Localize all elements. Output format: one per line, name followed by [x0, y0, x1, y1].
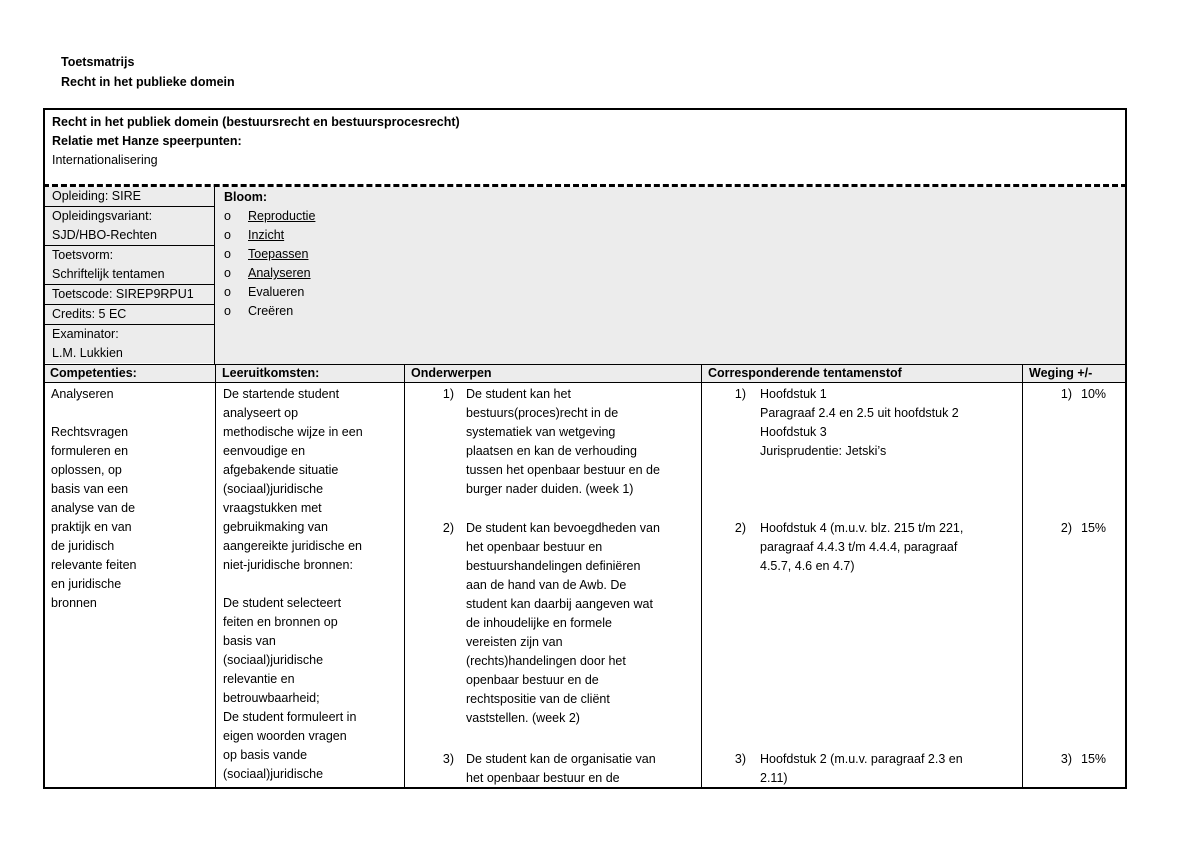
text-line [51, 404, 136, 423]
weging-number: 1) [1060, 387, 1072, 401]
course-info-box [43, 108, 1127, 186]
text-line: basis van [223, 634, 276, 648]
text-line: (sociaal)juridische [223, 767, 324, 781]
text-line [223, 575, 363, 594]
text-line: eenvoudige en [223, 444, 306, 458]
weging-value: 10% [1081, 387, 1107, 401]
text-line: aan de hand van de Awb. De [466, 578, 627, 592]
meta-credits: Credits: 5 EC [45, 305, 214, 325]
text-line: openbaar bestuur en de [466, 673, 599, 687]
stof-number: 3) [734, 752, 746, 766]
header-tentamenstof: Corresponderende tentamenstof [701, 364, 1022, 383]
weging-number: 3) [1060, 752, 1072, 766]
meta-column [43, 187, 215, 364]
text-line: relevante feiten [51, 558, 137, 572]
bloom-item: o Reproductie [224, 209, 316, 223]
text-line: Hoofdstuk 4 (m.u.v. blz. 215 t/m 221, [760, 521, 964, 535]
text-line: basis van een [51, 482, 129, 496]
text-line: eigen woorden vragen [223, 729, 347, 743]
text-line: 4.5.7, 4.6 en 4.7) [760, 559, 855, 573]
text-line: op basis vande [223, 748, 308, 762]
onderwerp-number: 3) [442, 752, 454, 766]
text-line: De student kan bevoegdheden van [466, 521, 660, 535]
text-line: bestuurshandelingen definiëren [466, 559, 641, 573]
text-line: methodische wijze in een [223, 425, 363, 439]
text-line: feiten en bronnen op [223, 615, 338, 629]
header-weging: Weging +/- [1022, 364, 1127, 383]
text-line: Paragraaf 2.4 en 2.5 uit hoofdstuk 2 [760, 406, 959, 420]
column-divider [215, 364, 216, 789]
text-line: systematiek van wetgeving [466, 425, 616, 439]
text-line: bronnen [51, 596, 97, 610]
text-line: vaststellen. (week 2) [466, 711, 580, 725]
stof-text [760, 750, 963, 788]
stof-number: 2) [734, 521, 746, 535]
text-line: student kan daarbij aangeven wat [466, 597, 653, 611]
meta-toetsvorm: Toetsvorm: Schriftelijk tentamen [45, 246, 214, 285]
text-line: praktijk en van [51, 520, 132, 534]
onderwerp-text [466, 750, 656, 788]
text-line: De student selecteert [223, 596, 342, 610]
weging-value: 15% [1081, 521, 1107, 535]
column-divider [701, 364, 702, 789]
text-line: De student kan de organisatie van [466, 752, 656, 766]
table-border-right [1125, 364, 1127, 789]
header-competenties: Competenties: [43, 364, 215, 383]
onderwerp-text [466, 519, 660, 728]
bloom-item: o Inzicht [224, 228, 285, 242]
stof-number: 1) [734, 387, 746, 401]
text-line: relevantie en [223, 672, 295, 686]
text-line: Analyseren [51, 387, 114, 401]
text-line: gebruikmaking van [223, 520, 328, 534]
onderwerp-number: 1) [442, 387, 454, 401]
text-line: formuleren en [51, 444, 129, 458]
text-line: analyse van de [51, 501, 136, 515]
course-name: Recht in het publiek domein (bestuursrecht en bestuursprocesrecht) [52, 115, 460, 129]
text-line: Rechtsvragen [51, 425, 129, 439]
meta-opleiding: Opleiding: SIRE [45, 187, 214, 207]
relation-value: Internationalisering [52, 153, 158, 167]
text-line: analyseert op [223, 406, 299, 420]
stof-text [760, 519, 963, 576]
weging-value: 15% [1081, 752, 1107, 766]
header-leeruitkomsten: Leeruitkomsten: [215, 364, 404, 383]
text-line: en juridische [51, 577, 122, 591]
table-border-left [43, 364, 45, 789]
text-line: (rechts)handelingen door het [466, 654, 626, 668]
title-line-1: Toetsmatrijs [61, 55, 135, 69]
text-line: plaatsen en kan de verhouding [466, 444, 637, 458]
text-line: Hoofdstuk 3 [760, 425, 827, 439]
text-line: (sociaal)juridische [223, 482, 324, 496]
column-divider [404, 364, 405, 789]
competenties-cell [51, 385, 136, 613]
onderwerp-text [466, 385, 660, 499]
text-line: De student formuleert in [223, 710, 357, 724]
text-line: rechtspositie van de cliënt [466, 692, 610, 706]
meta-examinator: Examinator: L.M. Lukkien [45, 325, 214, 363]
text-line: niet-juridische bronnen: [223, 558, 353, 572]
text-line: betrouwbaarheid; [223, 691, 320, 705]
document-title [61, 52, 235, 92]
bloom-item: o Creëren [224, 304, 294, 318]
text-line: tussen het openbaar bestuur en de [466, 463, 660, 477]
text-line: bestuurs(proces)recht in de [466, 406, 619, 420]
text-line: de juridisch [51, 539, 115, 553]
bloom-panel [215, 187, 1127, 364]
title-line-2: Recht in het publieke domein [61, 75, 235, 89]
text-line: De startende student [223, 387, 340, 401]
text-line: Jurisprudentie: Jetski’s [760, 444, 887, 458]
bloom-item: o Evalueren [224, 285, 305, 299]
leeruitkomsten-cell [223, 385, 363, 784]
text-line: Hoofdstuk 2 (m.u.v. paragraaf 2.3 en [760, 752, 963, 766]
bloom-title: Bloom: [224, 190, 268, 204]
text-line: het openbaar bestuur en de [466, 771, 620, 785]
relation-label: Relatie met Hanze speerpunten: [52, 134, 242, 148]
column-divider [1022, 364, 1023, 789]
header-onderwerpen: Onderwerpen [404, 364, 701, 383]
text-line: Hoofdstuk 1 [760, 387, 827, 401]
text-line: afgebakende situatie [223, 463, 339, 477]
text-line: burger nader duiden. (week 1) [466, 482, 634, 496]
bloom-item: o Analyseren [224, 266, 311, 280]
text-line: paragraaf 4.4.3 t/m 4.4.4, paragraaf [760, 540, 958, 554]
text-line: (sociaal)juridische [223, 653, 324, 667]
text-line: vereisten zijn van [466, 635, 563, 649]
meta-toetscode: Toetscode: SIREP9RPU1 [45, 285, 214, 305]
text-line: vraagstukken met [223, 501, 322, 515]
text-line: het openbaar bestuur en [466, 540, 603, 554]
text-line: De student kan het [466, 387, 571, 401]
text-line: oplossen, op [51, 463, 122, 477]
text-line: 2.11) [760, 771, 788, 785]
stof-text [760, 385, 959, 461]
bloom-item: o Toepassen [224, 247, 309, 261]
text-line: de inhoudelijke en formele [466, 616, 612, 630]
onderwerp-number: 2) [442, 521, 454, 535]
weging-number: 2) [1060, 521, 1072, 535]
text-line: aangereikte juridische en [223, 539, 362, 553]
meta-variant: Opleidingsvariant: SJD/HBO-Rechten [45, 207, 214, 246]
